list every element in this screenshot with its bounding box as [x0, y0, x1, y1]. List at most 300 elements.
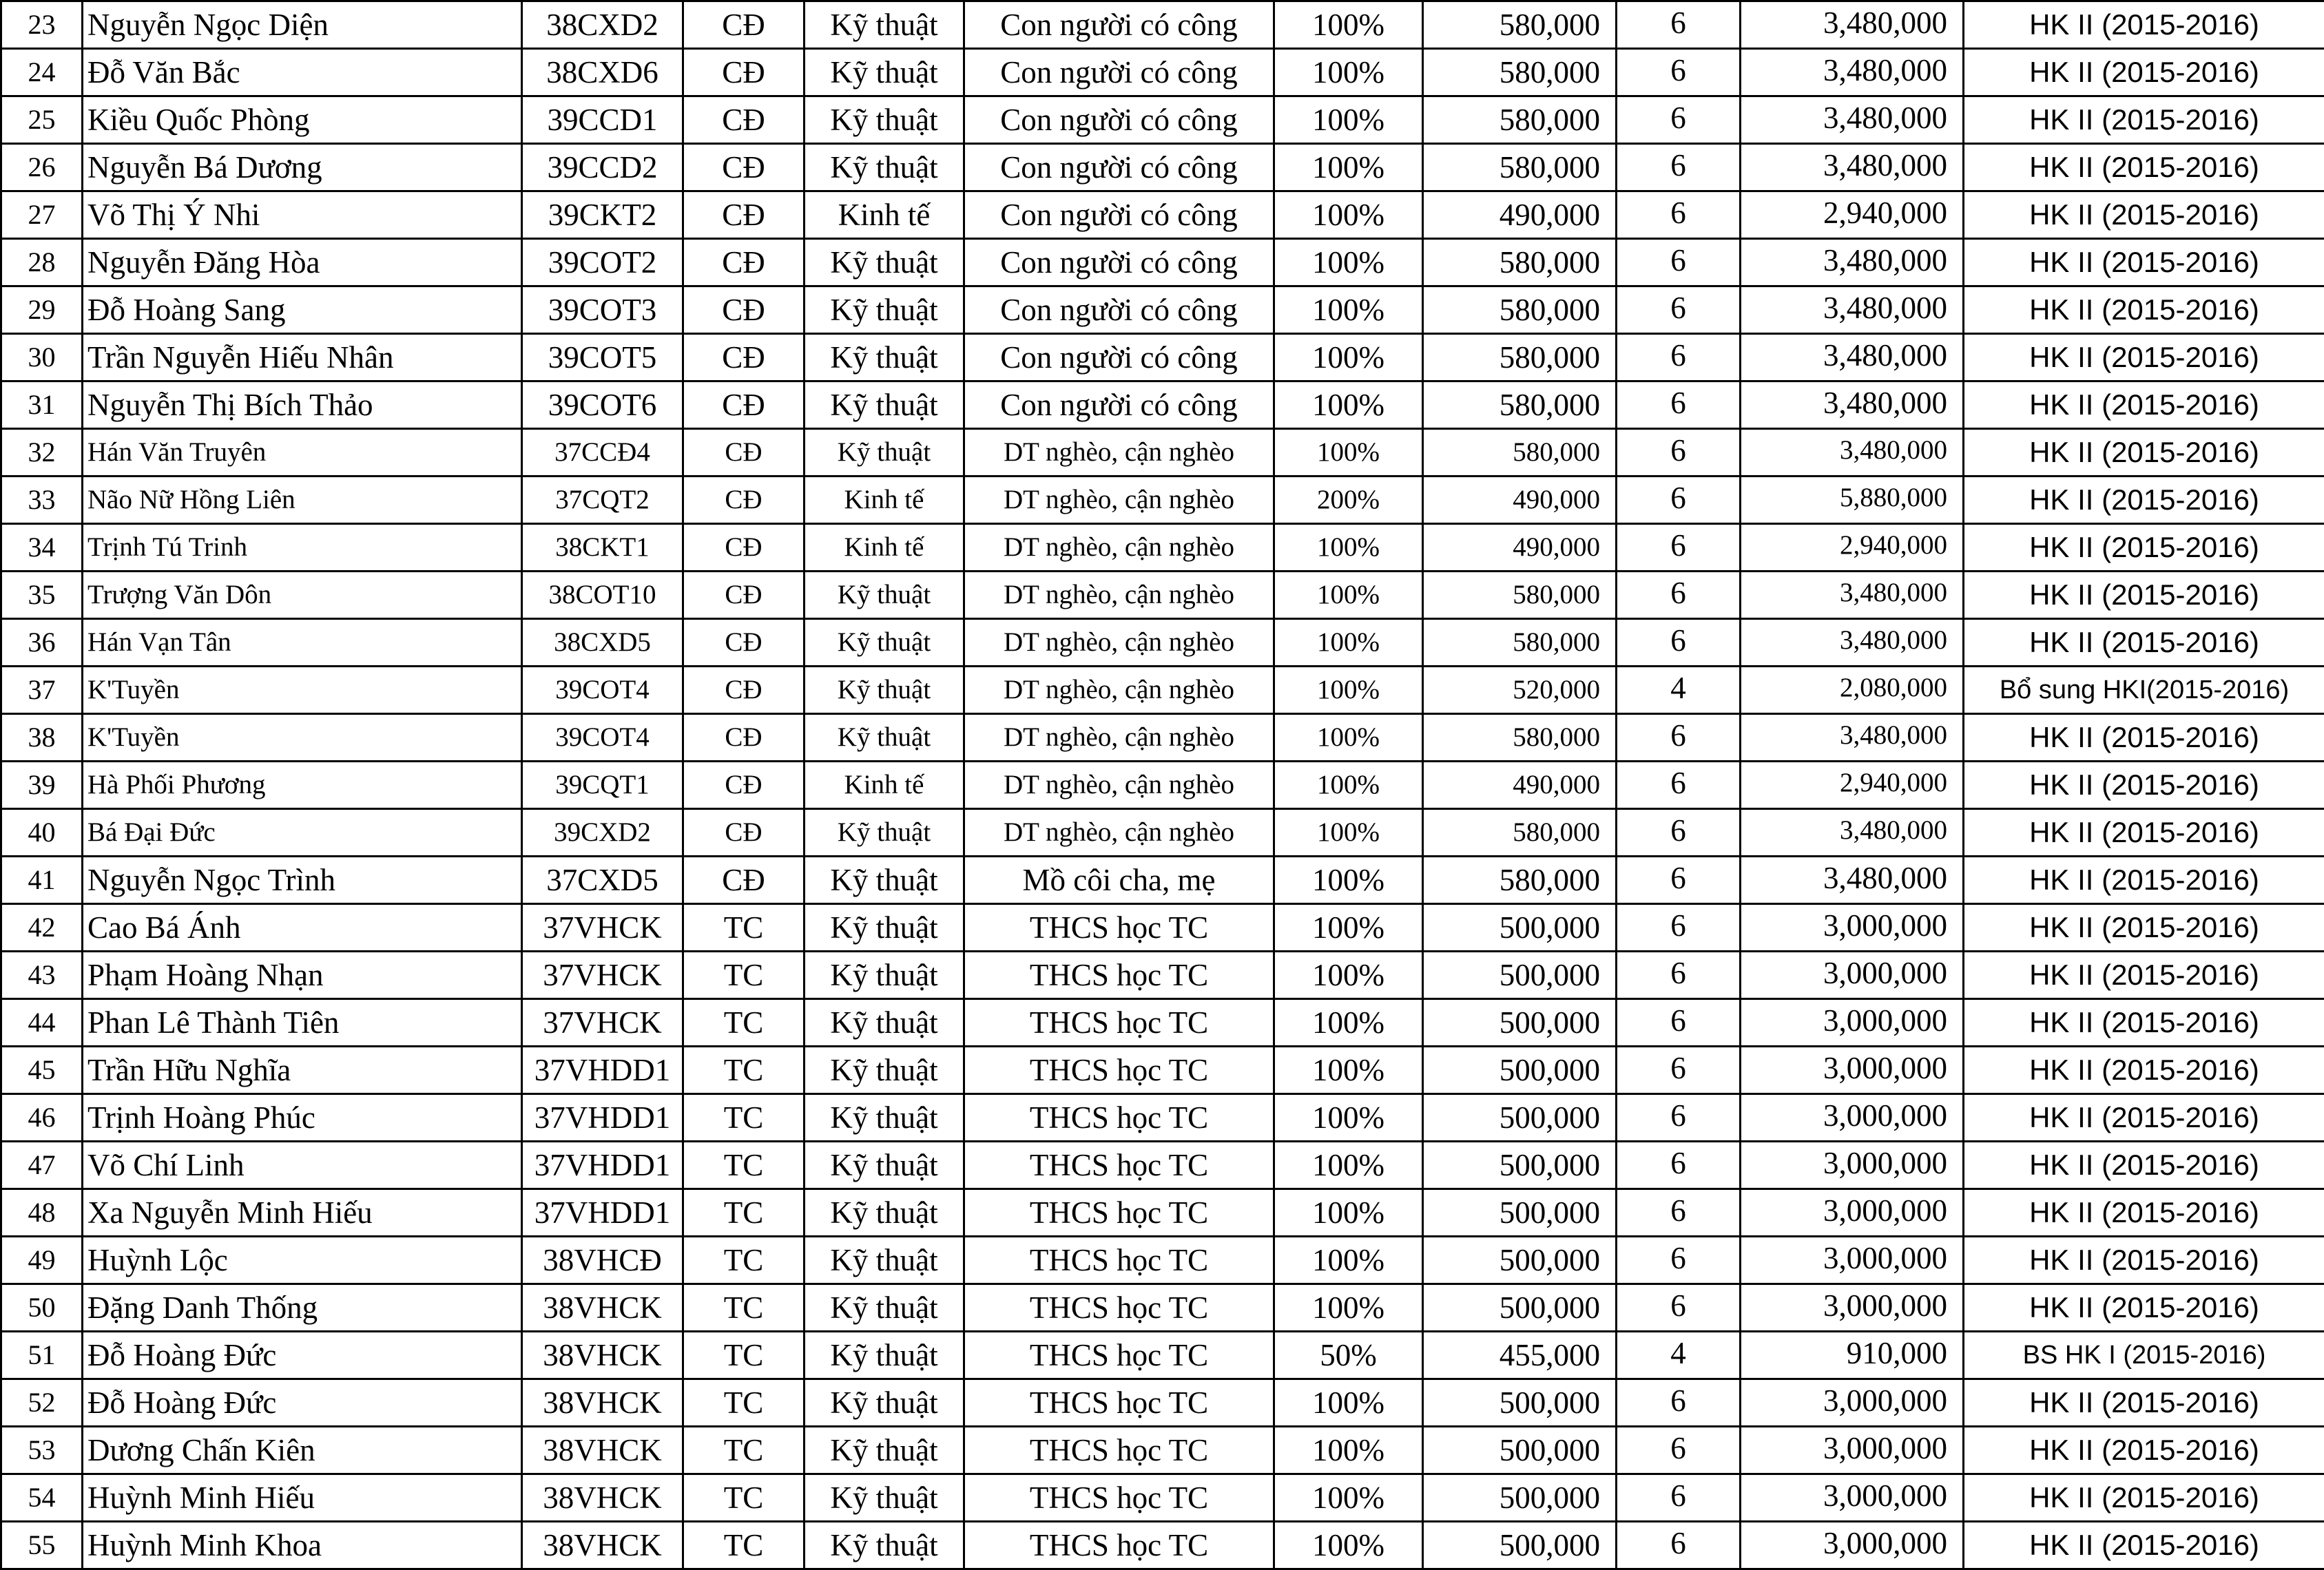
cell-rate: 580,000 — [1423, 286, 1617, 334]
cell-stt: 39 — [1, 762, 83, 809]
cell-rate: 500,000 — [1423, 1427, 1617, 1474]
cell-term: HK II (2015-2016) — [1964, 904, 2324, 952]
cell-rate: 500,000 — [1423, 904, 1617, 952]
cell-field: Kỹ thuật — [805, 1427, 964, 1474]
cell-rate: 580,000 — [1423, 381, 1617, 429]
table-row — [1, 144, 2324, 191]
table-row — [1, 762, 2324, 809]
cell-level: CĐ — [683, 334, 805, 381]
cell-category: DT nghèo, cận nghèo — [964, 477, 1274, 524]
cell-level: TC — [683, 1142, 805, 1189]
cell-level: CĐ — [683, 524, 805, 572]
cell-term: HK II (2015-2016) — [1964, 1094, 2324, 1142]
cell-field: Kỹ thuật — [805, 1, 964, 49]
cell-months: 6 — [1617, 524, 1741, 572]
cell-field: Kỹ thuật — [805, 619, 964, 667]
cell-name: Trần Nguyễn Hiếu Nhân — [83, 334, 522, 381]
cell-class: 39COT6 — [522, 381, 683, 429]
cell-percent: 100% — [1274, 1522, 1423, 1569]
table-row — [1, 857, 2324, 904]
cell-term: HK II (2015-2016) — [1964, 1, 2324, 49]
cell-field: Kỹ thuật — [805, 667, 964, 714]
cell-percent: 100% — [1274, 714, 1423, 762]
cell-rate: 580,000 — [1423, 49, 1617, 96]
cell-category: DT nghèo, cận nghèo — [964, 524, 1274, 572]
cell-field: Kỹ thuật — [805, 1047, 964, 1094]
table-row — [1, 714, 2324, 762]
cell-total: 3,480,000 — [1741, 619, 1964, 667]
cell-class: 38VHCK — [522, 1474, 683, 1522]
cell-percent: 100% — [1274, 144, 1423, 191]
cell-percent: 50% — [1274, 1332, 1423, 1379]
table-row — [1, 1237, 2324, 1284]
cell-total: 3,480,000 — [1741, 239, 1964, 286]
cell-total: 3,480,000 — [1741, 714, 1964, 762]
cell-name: Nguyễn Bá Dương — [83, 144, 522, 191]
table-row — [1, 904, 2324, 952]
cell-stt: 27 — [1, 191, 83, 239]
cell-level: CĐ — [683, 239, 805, 286]
cell-months: 6 — [1617, 144, 1741, 191]
cell-months: 6 — [1617, 1142, 1741, 1189]
cell-months: 6 — [1617, 286, 1741, 334]
cell-name: K'Tuyền — [83, 667, 522, 714]
cell-rate: 500,000 — [1423, 999, 1617, 1047]
cell-months: 6 — [1617, 49, 1741, 96]
table-row — [1, 1522, 2324, 1569]
cell-stt: 46 — [1, 1094, 83, 1142]
cell-name: Trịnh Hoàng Phúc — [83, 1094, 522, 1142]
cell-total: 2,940,000 — [1741, 524, 1964, 572]
cell-months: 6 — [1617, 1047, 1741, 1094]
cell-level: TC — [683, 1094, 805, 1142]
cell-field: Kỹ thuật — [805, 1332, 964, 1379]
cell-rate: 580,000 — [1423, 96, 1617, 144]
cell-percent: 100% — [1274, 809, 1423, 857]
cell-total: 3,000,000 — [1741, 1427, 1964, 1474]
table-row — [1, 1, 2324, 49]
cell-term: HK II (2015-2016) — [1964, 144, 2324, 191]
cell-field: Kỹ thuật — [805, 857, 964, 904]
cell-term: HK II (2015-2016) — [1964, 1474, 2324, 1522]
cell-class: 37VHDD1 — [522, 1142, 683, 1189]
cell-rate: 520,000 — [1423, 667, 1617, 714]
cell-class: 38CXD6 — [522, 49, 683, 96]
cell-category: Con người có công — [964, 381, 1274, 429]
cell-stt: 28 — [1, 239, 83, 286]
cell-stt: 24 — [1, 49, 83, 96]
cell-name: Võ Chí Linh — [83, 1142, 522, 1189]
cell-total: 3,000,000 — [1741, 1189, 1964, 1237]
cell-stt: 35 — [1, 572, 83, 619]
cell-rate: 580,000 — [1423, 857, 1617, 904]
cell-name: Đặng Danh Thống — [83, 1284, 522, 1332]
cell-category: THCS học TC — [964, 1284, 1274, 1332]
cell-name: Cao Bá Ánh — [83, 904, 522, 952]
cell-stt: 37 — [1, 667, 83, 714]
cell-total: 3,000,000 — [1741, 1522, 1964, 1569]
cell-class: 38CKT1 — [522, 524, 683, 572]
cell-category: THCS học TC — [964, 1379, 1274, 1427]
cell-rate: 500,000 — [1423, 1284, 1617, 1332]
cell-rate: 455,000 — [1423, 1332, 1617, 1379]
cell-level: TC — [683, 1427, 805, 1474]
cell-stt: 50 — [1, 1284, 83, 1332]
table-row — [1, 572, 2324, 619]
cell-rate: 500,000 — [1423, 1474, 1617, 1522]
table-row — [1, 809, 2324, 857]
cell-name: Xa Nguyễn Minh Hiếu — [83, 1189, 522, 1237]
table-row — [1, 96, 2324, 144]
cell-term: HK II (2015-2016) — [1964, 714, 2324, 762]
cell-category: THCS học TC — [964, 999, 1274, 1047]
cell-months: 6 — [1617, 1284, 1741, 1332]
cell-class: 37CQT2 — [522, 477, 683, 524]
cell-term: HK II (2015-2016) — [1964, 1522, 2324, 1569]
cell-field: Kỹ thuật — [805, 49, 964, 96]
cell-months: 6 — [1617, 572, 1741, 619]
cell-level: CĐ — [683, 49, 805, 96]
cell-stt: 41 — [1, 857, 83, 904]
cell-stt: 36 — [1, 619, 83, 667]
cell-total: 3,480,000 — [1741, 381, 1964, 429]
cell-months: 6 — [1617, 999, 1741, 1047]
cell-percent: 100% — [1274, 1047, 1423, 1094]
cell-total: 3,480,000 — [1741, 144, 1964, 191]
cell-level: TC — [683, 1379, 805, 1427]
cell-class: 38VHCK — [522, 1379, 683, 1427]
cell-rate: 500,000 — [1423, 1522, 1617, 1569]
cell-rate: 500,000 — [1423, 1142, 1617, 1189]
cell-level: TC — [683, 1284, 805, 1332]
cell-total: 3,000,000 — [1741, 904, 1964, 952]
cell-field: Kinh tế — [805, 477, 964, 524]
cell-months: 6 — [1617, 952, 1741, 999]
cell-months: 6 — [1617, 1, 1741, 49]
cell-percent: 100% — [1274, 96, 1423, 144]
cell-name: Đỗ Hoàng Đức — [83, 1332, 522, 1379]
table-row — [1, 381, 2324, 429]
cell-level: CĐ — [683, 191, 805, 239]
cell-months: 6 — [1617, 239, 1741, 286]
cell-name: Huỳnh Minh Khoa — [83, 1522, 522, 1569]
cell-field: Kỹ thuật — [805, 286, 964, 334]
cell-class: 38VHCK — [522, 1332, 683, 1379]
cell-total: 2,940,000 — [1741, 191, 1964, 239]
cell-rate: 580,000 — [1423, 429, 1617, 477]
cell-level: CĐ — [683, 96, 805, 144]
cell-total: 3,000,000 — [1741, 1237, 1964, 1284]
cell-stt: 40 — [1, 809, 83, 857]
cell-field: Kỹ thuật — [805, 809, 964, 857]
cell-rate: 580,000 — [1423, 809, 1617, 857]
cell-term: HK II (2015-2016) — [1964, 952, 2324, 999]
cell-category: Con người có công — [964, 334, 1274, 381]
cell-total: 910,000 — [1741, 1332, 1964, 1379]
cell-stt: 54 — [1, 1474, 83, 1522]
cell-percent: 100% — [1274, 1237, 1423, 1284]
cell-percent: 100% — [1274, 572, 1423, 619]
table-row — [1, 667, 2324, 714]
cell-category: DT nghèo, cận nghèo — [964, 619, 1274, 667]
cell-level: CĐ — [683, 714, 805, 762]
cell-class: 38COT10 — [522, 572, 683, 619]
cell-name: Trượng Văn Dôn — [83, 572, 522, 619]
table-row — [1, 477, 2324, 524]
cell-rate: 580,000 — [1423, 144, 1617, 191]
cell-rate: 500,000 — [1423, 952, 1617, 999]
table-row — [1, 1332, 2324, 1379]
table-row — [1, 1189, 2324, 1237]
cell-level: CĐ — [683, 286, 805, 334]
cell-field: Kỹ thuật — [805, 1237, 964, 1284]
cell-stt: 23 — [1, 1, 83, 49]
cell-category: THCS học TC — [964, 1522, 1274, 1569]
cell-class: 37VHCK — [522, 952, 683, 999]
cell-level: CĐ — [683, 762, 805, 809]
cell-category: THCS học TC — [964, 1142, 1274, 1189]
cell-name: Hán Văn Truyên — [83, 429, 522, 477]
cell-percent: 100% — [1274, 524, 1423, 572]
cell-class: 38VHCĐ — [522, 1237, 683, 1284]
cell-class: 38VHCK — [522, 1522, 683, 1569]
cell-name: K'Tuyền — [83, 714, 522, 762]
cell-term: HK II (2015-2016) — [1964, 1237, 2324, 1284]
cell-stt: 48 — [1, 1189, 83, 1237]
cell-level: CĐ — [683, 144, 805, 191]
cell-stt: 26 — [1, 144, 83, 191]
cell-field: Kỹ thuật — [805, 1522, 964, 1569]
cell-field: Kỹ thuật — [805, 144, 964, 191]
cell-field: Kỹ thuật — [805, 334, 964, 381]
cell-field: Kỹ thuật — [805, 239, 964, 286]
cell-total: 3,000,000 — [1741, 1284, 1964, 1332]
cell-stt: 55 — [1, 1522, 83, 1569]
cell-total: 3,000,000 — [1741, 1142, 1964, 1189]
cell-rate: 580,000 — [1423, 714, 1617, 762]
cell-name: Trịnh Tú Trinh — [83, 524, 522, 572]
cell-name: Đỗ Hoàng Sang — [83, 286, 522, 334]
cell-name: Não Nữ Hồng Liên — [83, 477, 522, 524]
table-row — [1, 952, 2324, 999]
cell-level: TC — [683, 999, 805, 1047]
cell-term: HK II (2015-2016) — [1964, 1189, 2324, 1237]
cell-name: Võ Thị Ý Nhi — [83, 191, 522, 239]
cell-total: 3,000,000 — [1741, 1474, 1964, 1522]
cell-stt: 42 — [1, 904, 83, 952]
cell-term: HK II (2015-2016) — [1964, 286, 2324, 334]
cell-name: Nguyễn Thị Bích Thảo — [83, 381, 522, 429]
cell-term: HK II (2015-2016) — [1964, 619, 2324, 667]
cell-category: THCS học TC — [964, 952, 1274, 999]
cell-class: 37VHCK — [522, 904, 683, 952]
table-row — [1, 429, 2324, 477]
cell-class: 39COT3 — [522, 286, 683, 334]
cell-field: Kỹ thuật — [805, 1284, 964, 1332]
table-row — [1, 1094, 2324, 1142]
cell-level: CĐ — [683, 429, 805, 477]
cell-field: Kỹ thuật — [805, 1379, 964, 1427]
cell-months: 6 — [1617, 429, 1741, 477]
table-row — [1, 1047, 2324, 1094]
cell-category: Mồ côi cha, mẹ — [964, 857, 1274, 904]
cell-stt: 31 — [1, 381, 83, 429]
cell-name: Kiều Quốc Phòng — [83, 96, 522, 144]
cell-rate: 580,000 — [1423, 572, 1617, 619]
cell-term: HK II (2015-2016) — [1964, 191, 2324, 239]
cell-class: 39CCD2 — [522, 144, 683, 191]
cell-percent: 100% — [1274, 239, 1423, 286]
cell-class: 38CXD2 — [522, 1, 683, 49]
cell-stt: 44 — [1, 999, 83, 1047]
cell-field: Kỹ thuật — [805, 1189, 964, 1237]
cell-name: Nguyễn Ngọc Diện — [83, 1, 522, 49]
cell-level: TC — [683, 904, 805, 952]
cell-term: HK II (2015-2016) — [1964, 334, 2324, 381]
cell-class: 37VHDD1 — [522, 1047, 683, 1094]
cell-rate: 490,000 — [1423, 191, 1617, 239]
cell-category: DT nghèo, cận nghèo — [964, 762, 1274, 809]
table-row — [1, 334, 2324, 381]
cell-name: Bá Đại Đức — [83, 809, 522, 857]
cell-rate: 580,000 — [1423, 619, 1617, 667]
cell-field: Kỹ thuật — [805, 1142, 964, 1189]
cell-percent: 100% — [1274, 1379, 1423, 1427]
cell-class: 39CCD1 — [522, 96, 683, 144]
cell-percent: 100% — [1274, 1427, 1423, 1474]
cell-term: HK II (2015-2016) — [1964, 762, 2324, 809]
cell-term: HK II (2015-2016) — [1964, 477, 2324, 524]
cell-category: Con người có công — [964, 239, 1274, 286]
cell-term: HK II (2015-2016) — [1964, 381, 2324, 429]
cell-term: HK II (2015-2016) — [1964, 524, 2324, 572]
cell-total: 2,080,000 — [1741, 667, 1964, 714]
cell-months: 6 — [1617, 1522, 1741, 1569]
cell-months: 6 — [1617, 904, 1741, 952]
cell-term: HK II (2015-2016) — [1964, 429, 2324, 477]
cell-months: 6 — [1617, 1237, 1741, 1284]
cell-field: Kỹ thuật — [805, 999, 964, 1047]
cell-term: HK II (2015-2016) — [1964, 809, 2324, 857]
cell-class: 37VHCK — [522, 999, 683, 1047]
cell-class: 39CKT2 — [522, 191, 683, 239]
cell-class: 39COT5 — [522, 334, 683, 381]
cell-class: 39COT4 — [522, 667, 683, 714]
cell-rate: 490,000 — [1423, 762, 1617, 809]
cell-field: Kỹ thuật — [805, 381, 964, 429]
cell-level: TC — [683, 1474, 805, 1522]
cell-stt: 45 — [1, 1047, 83, 1094]
cell-class: 39CXD2 — [522, 809, 683, 857]
cell-level: CĐ — [683, 1, 805, 49]
cell-category: THCS học TC — [964, 1427, 1274, 1474]
cell-percent: 100% — [1274, 429, 1423, 477]
table-row — [1, 1284, 2324, 1332]
cell-total: 5,880,000 — [1741, 477, 1964, 524]
cell-category: Con người có công — [964, 286, 1274, 334]
cell-months: 6 — [1617, 381, 1741, 429]
cell-level: TC — [683, 952, 805, 999]
table-row — [1, 999, 2324, 1047]
cell-category: Con người có công — [964, 191, 1274, 239]
cell-rate: 580,000 — [1423, 239, 1617, 286]
cell-stt: 34 — [1, 524, 83, 572]
cell-stt: 33 — [1, 477, 83, 524]
cell-class: 37CCĐ4 — [522, 429, 683, 477]
cell-term: HK II (2015-2016) — [1964, 572, 2324, 619]
cell-months: 6 — [1617, 809, 1741, 857]
cell-class: 39CQT1 — [522, 762, 683, 809]
cell-field: Kỹ thuật — [805, 429, 964, 477]
cell-term: HK II (2015-2016) — [1964, 96, 2324, 144]
cell-name: Huỳnh Minh Hiếu — [83, 1474, 522, 1522]
cell-name: Đỗ Văn Bắc — [83, 49, 522, 96]
cell-months: 6 — [1617, 857, 1741, 904]
cell-rate: 490,000 — [1423, 477, 1617, 524]
table-row — [1, 1427, 2324, 1474]
cell-total: 3,000,000 — [1741, 952, 1964, 999]
cell-category: THCS học TC — [964, 1237, 1274, 1284]
cell-name: Phạm Hoàng Nhạn — [83, 952, 522, 999]
cell-total: 3,480,000 — [1741, 1, 1964, 49]
cell-level: CĐ — [683, 477, 805, 524]
cell-level: CĐ — [683, 619, 805, 667]
cell-total: 3,000,000 — [1741, 1379, 1964, 1427]
cell-percent: 100% — [1274, 762, 1423, 809]
cell-term: HK II (2015-2016) — [1964, 857, 2324, 904]
cell-total: 3,480,000 — [1741, 334, 1964, 381]
cell-percent: 100% — [1274, 1474, 1423, 1522]
cell-category: THCS học TC — [964, 1094, 1274, 1142]
table-row — [1, 619, 2324, 667]
cell-months: 4 — [1617, 667, 1741, 714]
cell-category: THCS học TC — [964, 1332, 1274, 1379]
table-body — [1, 1, 2324, 1569]
cell-percent: 100% — [1274, 1142, 1423, 1189]
cell-term: HK II (2015-2016) — [1964, 1427, 2324, 1474]
cell-level: CĐ — [683, 809, 805, 857]
cell-category: DT nghèo, cận nghèo — [964, 429, 1274, 477]
cell-level: TC — [683, 1332, 805, 1379]
cell-rate: 500,000 — [1423, 1379, 1617, 1427]
cell-percent: 100% — [1274, 619, 1423, 667]
cell-field: Kỹ thuật — [805, 904, 964, 952]
cell-total: 3,480,000 — [1741, 572, 1964, 619]
cell-term: HK II (2015-2016) — [1964, 1142, 2324, 1189]
cell-months: 6 — [1617, 1379, 1741, 1427]
cell-term: BS HK I (2015-2016) — [1964, 1332, 2324, 1379]
cell-percent: 100% — [1274, 191, 1423, 239]
cell-category: DT nghèo, cận nghèo — [964, 714, 1274, 762]
table-row — [1, 239, 2324, 286]
cell-rate: 490,000 — [1423, 524, 1617, 572]
table-row — [1, 286, 2324, 334]
cell-rate: 500,000 — [1423, 1237, 1617, 1284]
cell-category: DT nghèo, cận nghèo — [964, 667, 1274, 714]
cell-name: Huỳnh Lộc — [83, 1237, 522, 1284]
table-row — [1, 1379, 2324, 1427]
cell-percent: 100% — [1274, 286, 1423, 334]
cell-months: 6 — [1617, 334, 1741, 381]
cell-field: Kinh tế — [805, 524, 964, 572]
cell-months: 6 — [1617, 1427, 1741, 1474]
cell-field: Kỹ thuật — [805, 572, 964, 619]
cell-field: Kỹ thuật — [805, 952, 964, 999]
cell-stt: 51 — [1, 1332, 83, 1379]
cell-months: 6 — [1617, 714, 1741, 762]
cell-category: Con người có công — [964, 144, 1274, 191]
cell-total: 2,940,000 — [1741, 762, 1964, 809]
